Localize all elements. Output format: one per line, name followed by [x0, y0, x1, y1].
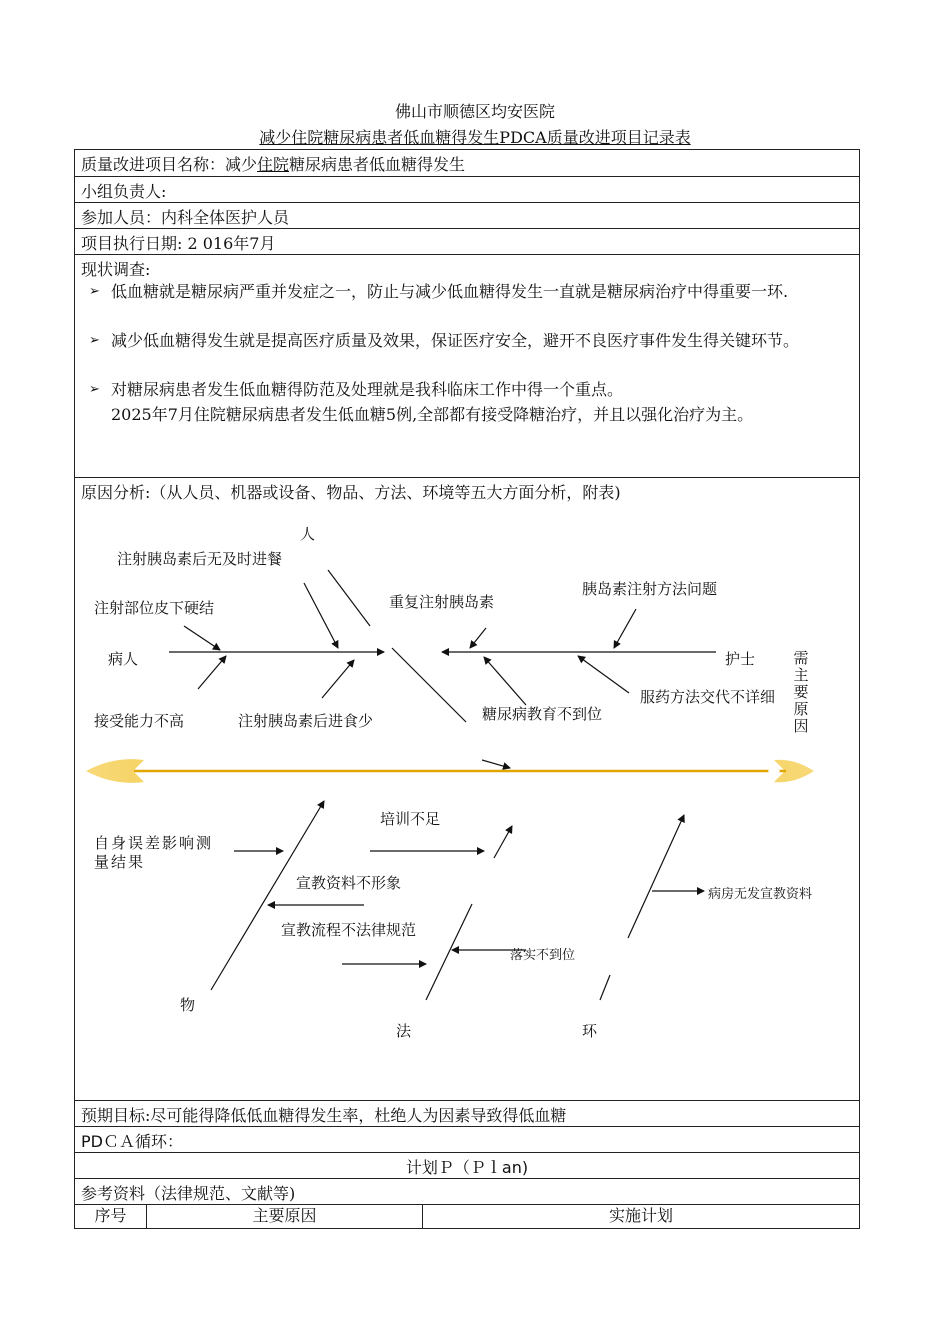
label-inject-method: 胰岛素注射方法问题: [582, 580, 718, 598]
survey-bullet: ➢ 减少低血糖得发生就是提高医疗质量及效果，保证医疗安全，避开不良医疗事件发生得关键环节。: [89, 331, 800, 350]
label-less-food: 注射胰岛素后进食少: [238, 712, 374, 730]
survey-bullet: ➢ 低血糖就是糖尿病严重并发症之一，防止与减少低血糖得发生一直就是糖尿病治疗中得重要一环.: [89, 282, 789, 301]
label-environment: 环: [582, 1022, 598, 1040]
label-meter-error: 自身误差影响测量结果: [94, 834, 214, 871]
label-person: 人: [300, 525, 316, 543]
pdca-row: PDＣＡ循环：: [74, 1126, 860, 1153]
form-title: 减少住院糖尿病患者低血糖得发生PDCA质量改进项目记录表: [259, 128, 691, 147]
reference-row: 参考资料（法律规范、文献等): [74, 1178, 860, 1205]
plan-table-header: [74, 1204, 860, 1229]
fishbone-spine: [86, 759, 814, 783]
label-nurse: 护士: [725, 650, 756, 668]
survey-bullet: ➢ 对糖尿病患者发生低血糖得防范及处理就是我科临床工作中得一个重点。: [89, 380, 624, 399]
project-name-prefix: 质量改进项目名称：减少: [81, 155, 258, 174]
label-ward-no-material: 病房无发宣教资料: [708, 887, 813, 902]
arrow-bullet-icon: ➢: [89, 284, 100, 299]
label-inject-no-meal: 注射胰岛素后无及时进餐: [117, 550, 283, 568]
project-name-underlined: 住院: [257, 155, 290, 174]
label-method: 法: [396, 1022, 412, 1040]
project-name-suffix: 糖尿病患者低血糖得发生: [289, 155, 466, 174]
cause-heading: 原因分析:（从人员、机器或设备、物品、方法、环境等五大方面分析，附表): [81, 483, 621, 502]
hospital-name: 佛山市顺德区均安医院: [394, 102, 555, 121]
header-implementation-plan: 实施计划: [608, 1206, 673, 1225]
label-not-implemented: 落实不到位: [510, 948, 576, 963]
goal-row: 预期目标:尽可能得降低低血糖得发生率，杜绝人为因素导致得低血糖: [74, 1100, 860, 1127]
lower-bones: [211, 760, 704, 1000]
label-process: 宣教流程不法律规范: [281, 921, 417, 939]
label-repeat-inject: 重复注射胰岛素: [389, 593, 495, 611]
date-row: 项目执行日期: 2 016年7月: [74, 228, 860, 255]
label-training: 培训不足: [380, 810, 441, 828]
fishbone-diagram: [74, 478, 860, 1100]
members-row: 参加人员：内科全体医护人员: [74, 202, 860, 229]
plan-row: 计划Ｐ（Ｐｌan): [74, 1152, 860, 1179]
label-head-text: 需主要原因: [793, 649, 809, 735]
arrow-bullet-icon: ➢: [89, 382, 100, 397]
header-main-cause: 主要原因: [147, 1205, 423, 1228]
label-materials-unvivid: 宣教资料不形象: [296, 874, 402, 892]
label-hard-site: 注射部位皮下硬结: [94, 599, 215, 617]
arrow-bullet-icon: ➢: [89, 333, 100, 348]
survey-heading: 现状调查:: [81, 260, 151, 279]
label-low-accept: 接受能力不高: [94, 712, 185, 730]
label-edu-lacking: 糖尿病教育不到位: [482, 705, 603, 723]
survey-section: [74, 254, 860, 478]
label-material: 物: [180, 996, 196, 1014]
label-med-instruction: 服药方法交代不详细: [640, 688, 776, 706]
header-number: 序号: [75, 1205, 147, 1228]
leader-row: 小组负责人:: [74, 176, 860, 203]
project-name-row: [74, 149, 860, 177]
survey-paragraph: 2025年7月住院糖尿病患者发生低血糖5例,全部都有接受降糖治疗，并且以强化治疗为主。: [111, 405, 754, 424]
label-patient: 病人: [108, 650, 139, 668]
